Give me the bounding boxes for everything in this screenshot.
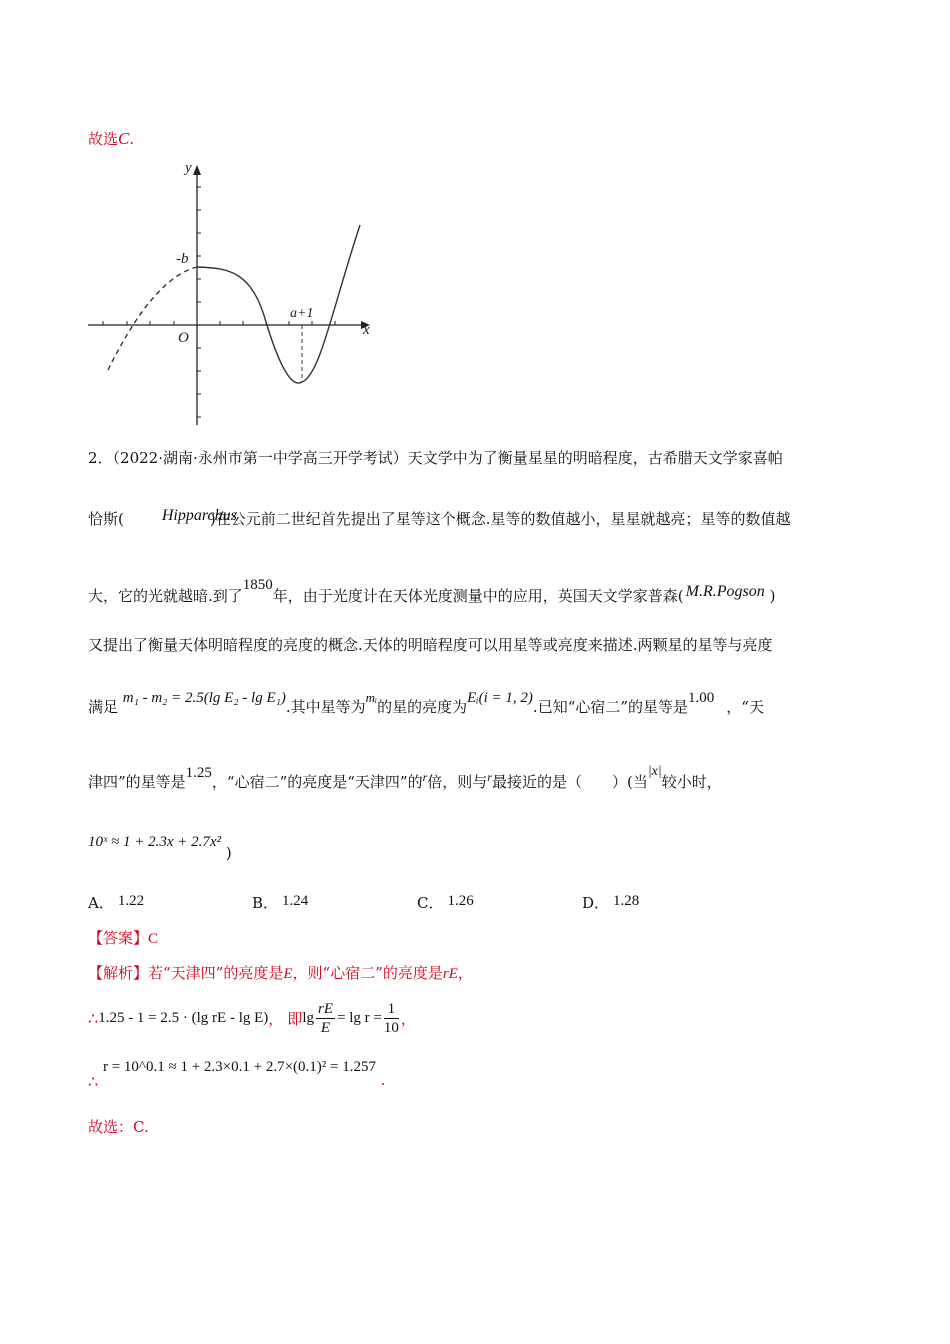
step1-mid: = lg r =: [336, 1009, 382, 1026]
question-number: 2．: [88, 449, 113, 467]
question-text: ): [225, 844, 232, 862]
top-conclusion: [88, 128, 134, 149]
abs-x: |x|: [647, 764, 662, 779]
x-label: x: [363, 322, 370, 338]
analysis-text: ，则“心宿二”的亮度是: [292, 964, 443, 982]
analysis-text: ，: [268, 1009, 284, 1028]
analysis-line-2: [88, 996, 416, 1040]
y-axis-arrow: [193, 165, 201, 175]
option-b[interactable]: [252, 892, 308, 913]
question-text: 最接近的是（ ）(当: [491, 773, 648, 791]
dashed-curve: [108, 267, 197, 370]
question-line-3: [88, 577, 776, 606]
option-c-label: C．: [417, 894, 444, 912]
question-text: 年，由于光度计在天体光度测量中的应用，英国天文学家普森(: [272, 587, 684, 605]
question-text: 满足: [88, 698, 119, 716]
question-text: 天文学中为了衡量星星的明暗程度，古希腊天文学家喜帕: [407, 449, 783, 467]
conclusion-var: C: [118, 129, 130, 148]
frac-num: rE: [317, 1000, 333, 1017]
question-line-4: [88, 634, 773, 655]
approx-formula: 10ˣ ≈ 1 + 2.3x + 2.7x²: [88, 834, 222, 850]
function-graph: [80, 150, 380, 435]
question-text: 倍，则与: [427, 773, 488, 791]
question-text: 又提出了衡量天体明暗程度的亮度的概念.天体的明暗程度可以用星等或亮度来描述.两颗星的星等与亮度: [88, 636, 773, 654]
mi-symbol: mᵢ: [365, 690, 378, 705]
r-symbol-2: r: [487, 770, 492, 784]
option-d-label: D．: [582, 894, 610, 912]
answer-line: [88, 927, 158, 948]
origin-label: O: [178, 330, 189, 346]
question-text: ，“天: [726, 698, 764, 716]
option-a-label: A．: [88, 894, 114, 912]
therefore-1: ∴: [88, 1008, 99, 1028]
question-text: .其中星等为: [285, 698, 366, 716]
analysis-text: 即: [287, 1009, 303, 1028]
step2-formula: r = 10^0.1 ≈ 1 + 2.3×0.1 + 2.7×(0.1)² = 1.257: [102, 1059, 376, 1075]
option-a[interactable]: [88, 892, 144, 913]
question-text: 大，它的光就越暗.到了: [88, 587, 243, 605]
question-text: ，“心宿二”的亮度是“天津四”的: [211, 773, 423, 791]
option-c[interactable]: [417, 892, 474, 913]
year-value: 1850: [242, 577, 273, 593]
answer-tag: 【答案】: [88, 929, 149, 947]
question-text: )在公元前二世纪首先提出了星等这个概念.星等的数值越小，星星就越亮；星等的数值越: [209, 510, 791, 528]
question-text: .已知“心宿二”的星等是: [532, 698, 689, 716]
frac-den: E: [320, 1019, 331, 1036]
analysis-line-3: [88, 1056, 386, 1091]
one-tenth-fraction: [384, 1000, 399, 1037]
analysis-text: .: [380, 1071, 386, 1089]
ei-symbol: Eᵢ(i = 1, 2): [467, 690, 533, 706]
option-a-value: 1.22: [117, 893, 145, 909]
answer-value: C: [148, 931, 159, 947]
conclusion-prefix: 故选: [88, 130, 119, 148]
pogson-name: M.R.Pogson: [685, 583, 765, 600]
analysis-text: 若“天津四”的亮度是: [148, 964, 284, 982]
option-d[interactable]: [582, 892, 639, 913]
question-text: ): [769, 587, 776, 605]
final-conclusion: 故选：C.: [88, 1118, 149, 1136]
question-line-5: [88, 690, 764, 717]
therefore-2: ∴: [88, 1072, 99, 1091]
question-line-7: [88, 832, 232, 862]
question-text: 较小时，: [661, 773, 722, 791]
hipparchus-name: Hipparchus: [161, 507, 237, 524]
y-label: y: [185, 160, 192, 176]
magnitude-formula: m₁ - m₂ = 2.5(lg E₂ - lg E₁): [122, 690, 286, 706]
re-over-e-fraction: [316, 1000, 335, 1037]
conclusion-suffix: .: [129, 130, 135, 148]
question-text: 津四”的星等是: [88, 773, 186, 791]
question-line-6: [88, 764, 722, 792]
question-text: 的星的亮度为: [377, 698, 468, 716]
a-plus-1-label: a+1: [290, 306, 314, 321]
option-c-value: 1.26: [447, 893, 474, 909]
question-line-1: [88, 447, 783, 468]
analysis-e: E: [283, 966, 293, 982]
analysis-text: ，: [400, 1009, 416, 1028]
mag-2: 1.25: [185, 765, 212, 781]
neg-b-label: -b: [176, 251, 189, 267]
analysis-tag: 【解析】: [88, 964, 149, 982]
option-b-value: 1.24: [282, 893, 309, 909]
rhs-num: 1: [384, 1000, 399, 1019]
question-line-2: [88, 508, 790, 529]
mag-1: 1.00: [688, 690, 715, 706]
rhs-den: 10: [383, 1019, 399, 1036]
option-d-value: 1.28: [613, 893, 640, 909]
option-b-label: B．: [252, 894, 279, 912]
analysis-line-1: [88, 962, 473, 983]
question-text: 恰斯(: [88, 510, 124, 528]
r-symbol-1: r: [422, 770, 428, 784]
step1-formula: 1.25 - 1 = 2.5 · (lg rE - lg E): [98, 1009, 269, 1026]
solid-curve: [197, 225, 360, 383]
question-source: （2022·湖南·永州市第一中学高三开学考试）: [112, 449, 408, 467]
analysis-re: rE: [442, 966, 458, 982]
lg-text: lg: [302, 1009, 314, 1026]
analysis-text: ，: [457, 964, 473, 982]
